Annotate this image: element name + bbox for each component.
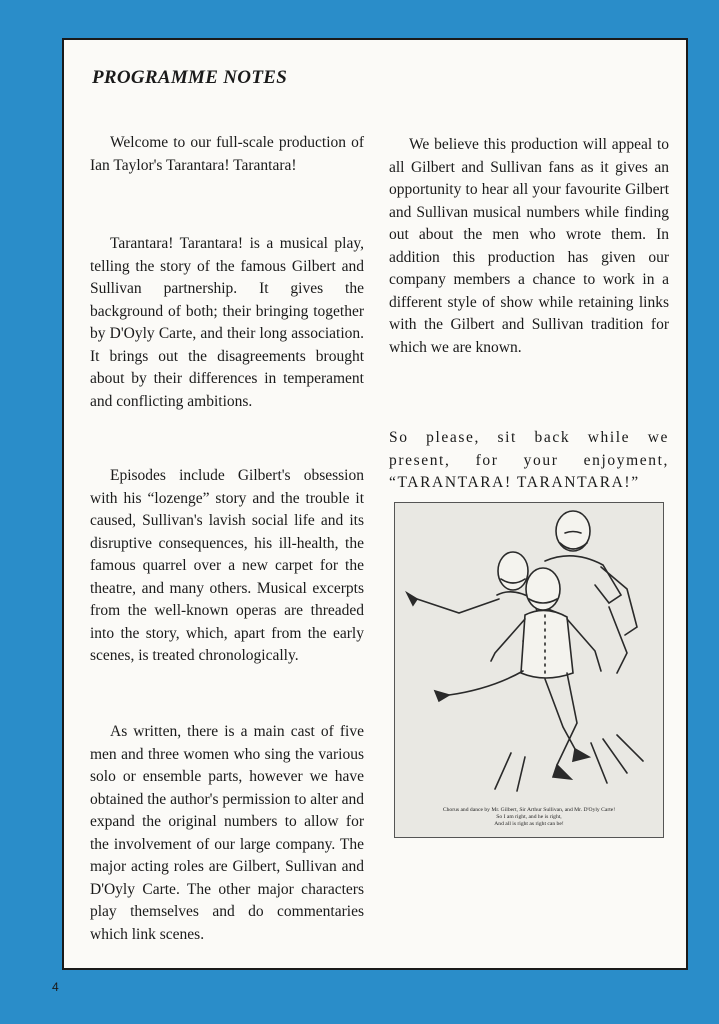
left-paragraph-episodes: Episodes include Gilbert's obsession with his “lozenge” story and the trouble it caused, Sullivan's lavish social life and its disruptive consequences, his ill-health, the famous quarrel over a new carpet for the theatre, and many others. Musical excerpts from the well-known operas are threaded into the story, which, apart from the early scenes, is treated chronologically. xyxy=(90,467,364,664)
page-title: PROGRAMME NOTES xyxy=(92,67,288,88)
left-paragraph-synopsis: Tarantara! Tarantara! is a musical play, telling the story of the famous Gilbert and Sullivan partnership. It gives the background of both; their bringing together by D'Oyly Carte, and their long association. It brings out the disagreements brought about by their differences in temperament and conflicting ambitions. xyxy=(90,235,364,410)
left-paragraph-cast: As written, there is a main cast of five men and three women who sing the various solo or ensemble parts, however we have obtained the author's permission to alter and expand the original numbers to allow for the involvement of our large company. The major acting roles are Gilbert, Sullivan and D'Oyly Carte. The other major characters play themselves and do commentaries which link scenes. xyxy=(90,723,364,943)
right-paragraph-appeal: We believe this production will appeal to all Gilbert and Sullivan fans as it gives an opportunity to hear all your favourite Gilbert and Sullivan musical numbers while finding out about the men who wrote them. In addition this production has given our company members a chance to work in a different style of show while retaining links with the Gilbert and Sullivan tradition for which we are known. xyxy=(389,136,669,356)
caption-line-2: So I am right, and he is right, xyxy=(496,814,562,820)
cartoon-caption xyxy=(401,807,657,828)
left-paragraph-welcome: Welcome to our full-scale production of Ian Taylor's Tarantara! Tarantara! xyxy=(90,134,364,174)
caption-line-3: And all is right as right can be! xyxy=(494,821,564,827)
page-number: 4 xyxy=(52,980,59,994)
cartoon-illustration xyxy=(394,502,664,838)
caption-line-1: Chorus and dance by Mr. Gilbert, Sir Arthur Sullivan, and Mr. D'Oyly Carte! xyxy=(442,807,616,813)
right-paragraph-closing: So please, sit back while we present, for your enjoyment, “TARANTARA! TARANTARA!” xyxy=(389,429,669,491)
dancing-trio-drawing xyxy=(395,503,663,803)
programme-page xyxy=(62,38,688,970)
